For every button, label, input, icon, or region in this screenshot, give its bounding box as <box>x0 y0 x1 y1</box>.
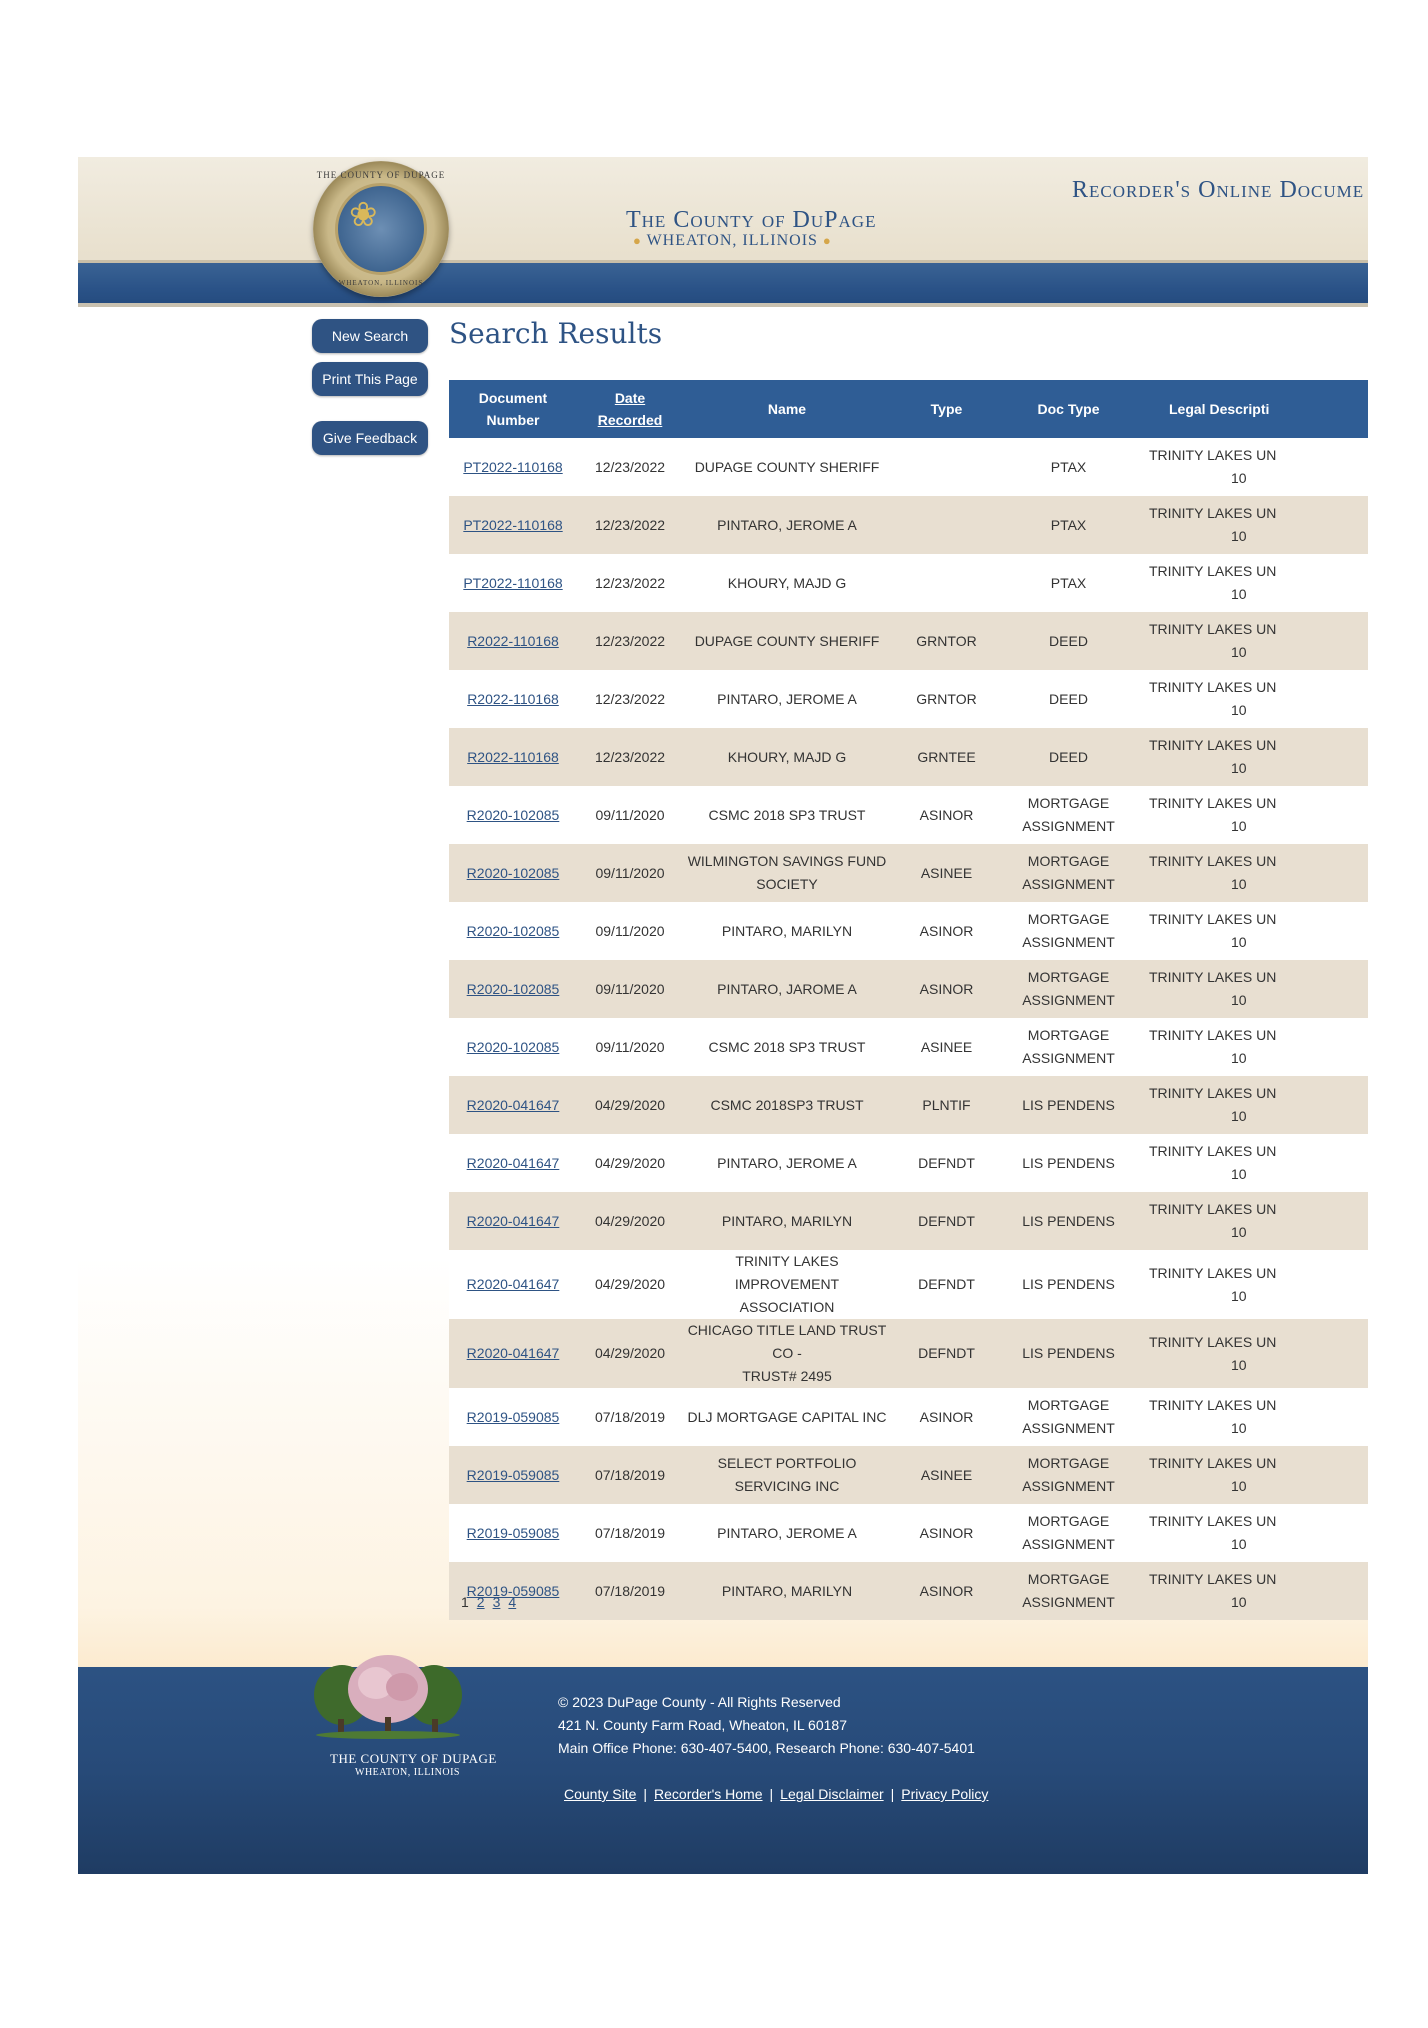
cell-name <box>683 786 891 844</box>
cell-document-number <box>449 1076 577 1134</box>
cell-legal-description <box>1135 1018 1368 1076</box>
table-row <box>449 728 1368 786</box>
doc-type-line: LIS PENDENS <box>1022 1212 1115 1229</box>
cell-legal-description <box>1135 670 1368 728</box>
table-row <box>449 1446 1368 1504</box>
cell-date-recorded: 12/23/2022 <box>577 496 683 554</box>
legal-line: TRINITY LAKES UN <box>1149 621 1277 637</box>
cell-doc-type <box>1002 1076 1135 1134</box>
legal-line: TRINITY LAKES UN <box>1149 1201 1277 1217</box>
cell-date-recorded: 04/29/2020 <box>577 1192 683 1250</box>
name-line: PINTARO, JEROME A <box>717 516 857 533</box>
cell-legal-description <box>1135 1388 1368 1446</box>
cell-name <box>683 670 891 728</box>
privacy-policy-link[interactable]: Privacy Policy <box>901 1786 989 1802</box>
name-line: SELECT PORTFOLIO SERVICING INC <box>717 1455 857 1494</box>
name-line: KHOURY, MAJD G <box>727 574 847 591</box>
doc-type-line: PTAX <box>1050 574 1087 591</box>
name-line: PINTARO, MARILYN <box>721 1582 853 1599</box>
legal-line: TRINITY LAKES UN <box>1149 1571 1277 1587</box>
page-link[interactable]: 2 <box>476 1594 485 1610</box>
cell-date-recorded: 12/23/2022 <box>577 438 683 496</box>
header-bottom-line <box>78 303 1368 307</box>
cell-legal-description <box>1135 612 1368 670</box>
link-separator: | <box>890 1786 895 1802</box>
cell-name <box>683 1319 891 1388</box>
cell-doc-type <box>1002 612 1135 670</box>
cell-doc-type <box>1002 1319 1135 1388</box>
new-search-button[interactable]: New Search <box>312 319 428 353</box>
col-header-type: Type <box>891 380 1002 438</box>
cell-date-recorded: 09/11/2020 <box>577 902 683 960</box>
table-row <box>449 1504 1368 1562</box>
cell-document-number <box>449 554 577 612</box>
site-footer <box>78 1667 1368 1874</box>
table-row <box>449 438 1368 496</box>
doc-type-line: ASSIGNMENT <box>1022 992 1115 1008</box>
legal-line: TRINITY LAKES UN <box>1149 1027 1277 1043</box>
cell-date-recorded: 07/18/2019 <box>577 1388 683 1446</box>
cell-doc-type <box>1002 1192 1135 1250</box>
document-number-link[interactable]: R2020-041647 <box>466 1276 560 1292</box>
cell-type: DEFNDT <box>891 1250 1002 1319</box>
legal-line: 10 <box>1231 1478 1247 1494</box>
recorder-title: Recorder's Online Docume <box>1072 177 1365 203</box>
cell-legal-description <box>1135 844 1368 902</box>
cell-date-recorded: 09/11/2020 <box>577 1018 683 1076</box>
table-row <box>449 1562 1368 1620</box>
cell-legal-description <box>1135 902 1368 960</box>
cell-type: ASINOR <box>891 960 1002 1018</box>
footer-copyright: © 2023 DuPage County - All Rights Reserved <box>558 1694 841 1710</box>
table-header-row <box>449 380 1368 438</box>
name-line: TRINITY LAKES IMPROVEMENT <box>734 1253 840 1292</box>
legal-line: 10 <box>1231 992 1247 1008</box>
cell-type: PLNTIF <box>891 1076 1002 1134</box>
cell-legal-description <box>1135 1319 1368 1388</box>
bullet-icon: ● <box>822 233 832 248</box>
cell-type: ASINOR <box>891 786 1002 844</box>
cell-legal-description <box>1135 1134 1368 1192</box>
cell-doc-type <box>1002 844 1135 902</box>
footer-address: 421 N. County Farm Road, Wheaton, IL 60187 <box>558 1717 847 1733</box>
doc-type-line: PTAX <box>1050 458 1087 475</box>
cell-name <box>683 1134 891 1192</box>
doc-type-line: ASSIGNMENT <box>1022 1420 1115 1436</box>
legal-line: 10 <box>1231 1594 1247 1610</box>
cell-doc-type <box>1002 496 1135 554</box>
cell-legal-description <box>1135 1192 1368 1250</box>
legal-line: 10 <box>1231 702 1247 718</box>
cell-date-recorded: 09/11/2020 <box>577 786 683 844</box>
cell-date-recorded: 09/11/2020 <box>577 844 683 902</box>
footer-phones: Main Office Phone: 630-407-5400, Research Phone: 630-407-5401 <box>558 1740 975 1756</box>
col-header-date-recorded[interactable] <box>577 380 683 438</box>
col-header-name: Name <box>683 380 891 438</box>
bullet-icon: ● <box>633 233 642 248</box>
cell-name <box>683 1446 891 1504</box>
name-line: PINTARO, JEROME A <box>717 1154 857 1171</box>
legal-line: 10 <box>1231 644 1247 660</box>
legal-line: 10 <box>1231 934 1247 950</box>
cell-doc-type <box>1002 728 1135 786</box>
document-number-link[interactable]: R2019-059085 <box>466 1466 560 1483</box>
cell-doc-type <box>1002 1134 1135 1192</box>
legal-line: TRINITY LAKES UN <box>1149 1143 1277 1159</box>
cell-legal-description <box>1135 960 1368 1018</box>
results-body <box>449 438 1368 1620</box>
doc-type-line: LIS PENDENS <box>1022 1096 1115 1113</box>
cell-document-number <box>449 1018 577 1076</box>
legal-line: 10 <box>1231 818 1247 834</box>
cell-doc-type <box>1002 902 1135 960</box>
cell-document-number <box>449 1388 577 1446</box>
legal-disclaimer-link[interactable]: Legal Disclaimer <box>780 1786 884 1802</box>
doc-type-line: DEED <box>1049 748 1088 765</box>
doc-type-line: MORTGAGE <box>1027 911 1110 927</box>
name-line: DLJ MORTGAGE CAPITAL INC <box>687 1408 887 1425</box>
legal-line: TRINITY LAKES UN <box>1149 737 1277 753</box>
legal-line: 10 <box>1231 1224 1247 1240</box>
cell-type <box>891 496 1002 554</box>
cell-doc-type <box>1002 1250 1135 1319</box>
cell-doc-type <box>1002 1562 1135 1620</box>
doc-type-line: DEED <box>1049 690 1088 707</box>
name-line: DUPAGE COUNTY SHERIFF <box>694 458 880 475</box>
cell-type: GRNTOR <box>891 612 1002 670</box>
cell-date-recorded: 04/29/2020 <box>577 1250 683 1319</box>
cell-name <box>683 844 891 902</box>
table-row <box>449 554 1368 612</box>
legal-line: TRINITY LAKES UN <box>1149 1085 1277 1101</box>
legal-line: TRINITY LAKES UN <box>1149 563 1277 579</box>
cell-name <box>683 1018 891 1076</box>
cell-type: ASINEE <box>891 1446 1002 1504</box>
cell-type: ASINOR <box>891 902 1002 960</box>
cell-type <box>891 438 1002 496</box>
doc-type-line: LIS PENDENS <box>1022 1154 1115 1171</box>
doc-type-line: ASSIGNMENT <box>1022 1478 1115 1494</box>
cell-date-recorded: 07/18/2019 <box>577 1446 683 1504</box>
legal-line: 10 <box>1231 470 1247 486</box>
legal-line: 10 <box>1231 1420 1247 1436</box>
doc-type-line: MORTGAGE <box>1027 1397 1110 1413</box>
cell-type: ASINOR <box>891 1562 1002 1620</box>
cell-legal-description <box>1135 1562 1368 1620</box>
legal-line: 10 <box>1231 1287 1247 1304</box>
cell-document-number <box>449 1134 577 1192</box>
document-number-link[interactable]: R2019-059085 <box>466 1408 560 1425</box>
cell-legal-description <box>1135 438 1368 496</box>
doc-type-line: ASSIGNMENT <box>1022 876 1115 892</box>
cell-type: ASINEE <box>891 844 1002 902</box>
cell-name <box>683 1504 891 1562</box>
cell-legal-description <box>1135 496 1368 554</box>
cell-doc-type <box>1002 1388 1135 1446</box>
cell-date-recorded: 09/11/2020 <box>577 960 683 1018</box>
legal-line: 10 <box>1231 876 1247 892</box>
table-row <box>449 902 1368 960</box>
cell-name <box>683 902 891 960</box>
county-seal-logo[interactable] <box>313 161 449 297</box>
cell-document-number <box>449 1504 577 1562</box>
document-number-link[interactable]: R2020-041647 <box>466 1212 560 1229</box>
name-line: WILMINGTON SAVINGS FUND SOCIETY <box>687 853 887 892</box>
doc-type-line: MORTGAGE <box>1027 1455 1110 1471</box>
document-number-link[interactable]: R2022-110168 <box>467 632 559 649</box>
name-line: PINTARO, MARILYN <box>721 1212 853 1229</box>
footer-logo-subtitle: WHEATON, ILLINOIS <box>355 1767 460 1778</box>
document-number-link[interactable]: R2020-102085 <box>466 864 560 881</box>
cell-date-recorded: 04/29/2020 <box>577 1076 683 1134</box>
legal-line: TRINITY LAKES UN <box>1149 853 1277 869</box>
seal-top-text: THE COUNTY OF DUPAGE <box>316 170 446 180</box>
cell-date-recorded: 12/23/2022 <box>577 554 683 612</box>
name-line: DUPAGE COUNTY SHERIFF <box>694 632 880 649</box>
cell-name <box>683 1192 891 1250</box>
legal-line: 10 <box>1231 1050 1247 1066</box>
county-site-link[interactable]: County Site <box>564 1786 637 1802</box>
table-row <box>449 1388 1368 1446</box>
doc-type-line: ASSIGNMENT <box>1022 1536 1115 1552</box>
results-table <box>449 380 1368 1620</box>
doc-type-line: MORTGAGE <box>1027 795 1110 811</box>
document-number-link[interactable]: R2020-102085 <box>466 806 560 823</box>
cell-name <box>683 1562 891 1620</box>
document-number-link[interactable]: R2020-041647 <box>466 1154 560 1171</box>
cell-document-number <box>449 1192 577 1250</box>
legal-line: TRINITY LAKES UN <box>1149 1264 1277 1281</box>
cell-doc-type <box>1002 554 1135 612</box>
document-number-link[interactable]: PT2022-110168 <box>463 574 563 591</box>
doc-type-line: ASSIGNMENT <box>1022 818 1115 834</box>
cell-date-recorded: 04/29/2020 <box>577 1134 683 1192</box>
table-row <box>449 670 1368 728</box>
legal-line: TRINITY LAKES UN <box>1149 911 1277 927</box>
legal-line: TRINITY LAKES UN <box>1149 505 1277 521</box>
document-number-link[interactable]: R2019-059085 <box>466 1582 560 1599</box>
document-number-link[interactable]: PT2022-110168 <box>463 458 563 475</box>
cell-doc-type <box>1002 786 1135 844</box>
doc-type-line: ASSIGNMENT <box>1022 1050 1115 1066</box>
cell-name <box>683 728 891 786</box>
link-separator: | <box>643 1786 648 1802</box>
cell-doc-type <box>1002 1446 1135 1504</box>
cell-type: DEFNDT <box>891 1319 1002 1388</box>
cell-type: ASINEE <box>891 1018 1002 1076</box>
county-subtitle-text: WHEATON, ILLINOIS <box>646 232 818 249</box>
cell-date-recorded: 12/23/2022 <box>577 670 683 728</box>
table-row <box>449 612 1368 670</box>
cell-name <box>683 1076 891 1134</box>
table-row <box>449 1319 1368 1388</box>
page-link[interactable]: 3 <box>492 1594 501 1610</box>
cell-document-number <box>449 670 577 728</box>
doc-type-line: PTAX <box>1050 516 1087 533</box>
doc-type-line: MORTGAGE <box>1027 1571 1110 1587</box>
cell-doc-type <box>1002 960 1135 1018</box>
doc-type-line: MORTGAGE <box>1027 853 1110 869</box>
name-line: PINTARO, JEROME A <box>717 1524 857 1541</box>
cell-document-number <box>449 1250 577 1319</box>
name-line: CHICAGO TITLE LAND TRUST CO - <box>687 1322 887 1361</box>
cell-date-recorded: 12/23/2022 <box>577 612 683 670</box>
document-number-link[interactable]: R2022-110168 <box>467 748 559 765</box>
cell-name <box>683 1388 891 1446</box>
document-number-link[interactable]: PT2022-110168 <box>463 516 563 533</box>
table-row <box>449 844 1368 902</box>
cell-date-recorded: 12/23/2022 <box>577 728 683 786</box>
cell-name <box>683 612 891 670</box>
cell-document-number <box>449 844 577 902</box>
legal-line: TRINITY LAKES UN <box>1149 1513 1277 1529</box>
cell-document-number <box>449 612 577 670</box>
col-header-legal-description: Legal Descripti <box>1135 380 1368 438</box>
footer-links <box>564 1786 988 1802</box>
cell-type <box>891 554 1002 612</box>
county-title: The County of DuPage <box>626 207 877 233</box>
name-line: PINTARO, JAROME A <box>717 980 857 997</box>
page-frame <box>78 157 1368 1874</box>
document-number-link[interactable]: R2020-041647 <box>466 1096 560 1113</box>
cell-type: ASINOR <box>891 1388 1002 1446</box>
link-separator: | <box>769 1786 774 1802</box>
cell-document-number <box>449 1562 577 1620</box>
trees-logo-icon <box>312 1653 464 1739</box>
table-row <box>449 496 1368 554</box>
document-number-link[interactable]: R2020-102085 <box>466 1038 560 1055</box>
cell-legal-description <box>1135 1504 1368 1562</box>
document-number-link[interactable]: R2022-110168 <box>467 690 559 707</box>
cell-legal-description <box>1135 1076 1368 1134</box>
cell-type: ASINOR <box>891 1504 1002 1562</box>
wheat-icon: ❀ <box>349 196 378 234</box>
document-number-link[interactable]: R2020-041647 <box>466 1345 560 1361</box>
legal-line: 10 <box>1231 1108 1247 1124</box>
name-line: PINTARO, JEROME A <box>717 690 857 707</box>
document-number-link[interactable]: R2019-059085 <box>466 1524 560 1541</box>
footer-logo-title: THE COUNTY OF DUPAGE <box>330 1751 497 1766</box>
legal-line: 10 <box>1231 1356 1247 1373</box>
cell-document-number <box>449 1319 577 1388</box>
cell-doc-type <box>1002 1504 1135 1562</box>
page-link[interactable]: 4 <box>508 1594 517 1610</box>
cell-name <box>683 496 891 554</box>
legal-line: 10 <box>1231 528 1247 544</box>
legal-line: TRINITY LAKES UN <box>1149 1455 1277 1471</box>
doc-type-line: MORTGAGE <box>1027 1513 1110 1529</box>
cell-type: DEFNDT <box>891 1134 1002 1192</box>
seal-bottom-text: WHEATON, ILLINOIS <box>338 279 424 287</box>
cell-type: GRNTOR <box>891 670 1002 728</box>
header-band <box>78 263 1368 307</box>
name-line: CSMC 2018 SP3 TRUST <box>708 1038 866 1055</box>
cell-document-number <box>449 728 577 786</box>
doc-type-line: MORTGAGE <box>1027 1027 1110 1043</box>
legal-line: TRINITY LAKES UN <box>1149 447 1277 463</box>
county-subtitle <box>633 232 832 250</box>
page-current: 1 <box>461 1594 469 1610</box>
cell-name <box>683 1250 891 1319</box>
legal-line: 10 <box>1231 760 1247 776</box>
cell-date-recorded: 07/18/2019 <box>577 1562 683 1620</box>
doc-type-line: LIS PENDENS <box>1022 1345 1115 1361</box>
table-row <box>449 1192 1368 1250</box>
col-header-doc-type: Doc Type <box>1002 380 1135 438</box>
legal-line: TRINITY LAKES UN <box>1149 795 1277 811</box>
legal-line: TRINITY LAKES UN <box>1149 679 1277 695</box>
legal-line: 10 <box>1231 1536 1247 1552</box>
name-line: ASSOCIATION <box>739 1299 835 1315</box>
give-feedback-button[interactable]: Give Feedback <box>312 421 428 455</box>
cell-document-number <box>449 438 577 496</box>
doc-type-line: MORTGAGE <box>1027 969 1110 985</box>
cell-legal-description <box>1135 786 1368 844</box>
legal-line: TRINITY LAKES UN <box>1149 1333 1277 1350</box>
cell-legal-description <box>1135 554 1368 612</box>
legal-line: 10 <box>1231 1166 1247 1182</box>
cell-document-number <box>449 786 577 844</box>
doc-type-line: LIS PENDENS <box>1022 1276 1115 1292</box>
cell-legal-description <box>1135 1250 1368 1319</box>
cell-document-number <box>449 902 577 960</box>
document-number-link[interactable]: R2020-102085 <box>466 922 560 939</box>
table-row <box>449 960 1368 1018</box>
doc-type-line: ASSIGNMENT <box>1022 934 1115 950</box>
print-page-button[interactable]: Print This Page <box>312 362 428 396</box>
cell-date-recorded: 07/18/2019 <box>577 1504 683 1562</box>
name-line: CSMC 2018 SP3 TRUST <box>708 806 866 823</box>
cell-type: GRNTEE <box>891 728 1002 786</box>
cell-name <box>683 960 891 1018</box>
recorders-home-link[interactable]: Recorder's Home <box>654 1786 763 1802</box>
doc-type-line: ASSIGNMENT <box>1022 1594 1115 1610</box>
name-line: KHOURY, MAJD G <box>727 748 847 765</box>
page-title: Search Results <box>449 317 663 350</box>
sort-date-link[interactable]: Date Recorded <box>597 390 663 428</box>
col-header-document-number: Document Number <box>449 380 577 438</box>
doc-type-line: DEED <box>1049 632 1088 649</box>
table-row <box>449 1134 1368 1192</box>
pagination <box>461 1594 516 1610</box>
cell-doc-type <box>1002 670 1135 728</box>
cell-type: DEFNDT <box>891 1192 1002 1250</box>
cell-name <box>683 554 891 612</box>
name-line: TRUST# 2495 <box>742 1368 832 1384</box>
cell-date-recorded: 04/29/2020 <box>577 1319 683 1388</box>
legal-line: TRINITY LAKES UN <box>1149 1397 1277 1413</box>
cell-document-number <box>449 1446 577 1504</box>
name-line: PINTARO, MARILYN <box>721 922 853 939</box>
cell-legal-description <box>1135 1446 1368 1504</box>
cell-document-number <box>449 496 577 554</box>
site-header <box>78 157 1368 307</box>
table-row <box>449 1018 1368 1076</box>
cell-doc-type <box>1002 1018 1135 1076</box>
cell-legal-description <box>1135 728 1368 786</box>
table-row <box>449 786 1368 844</box>
table-row <box>449 1076 1368 1134</box>
cell-document-number <box>449 960 577 1018</box>
cell-doc-type <box>1002 438 1135 496</box>
legal-line: TRINITY LAKES UN <box>1149 969 1277 985</box>
table-row <box>449 1250 1368 1319</box>
name-line: CSMC 2018SP3 TRUST <box>710 1096 864 1113</box>
cell-name <box>683 438 891 496</box>
document-number-link[interactable]: R2020-102085 <box>466 980 560 997</box>
legal-line: 10 <box>1231 586 1247 602</box>
